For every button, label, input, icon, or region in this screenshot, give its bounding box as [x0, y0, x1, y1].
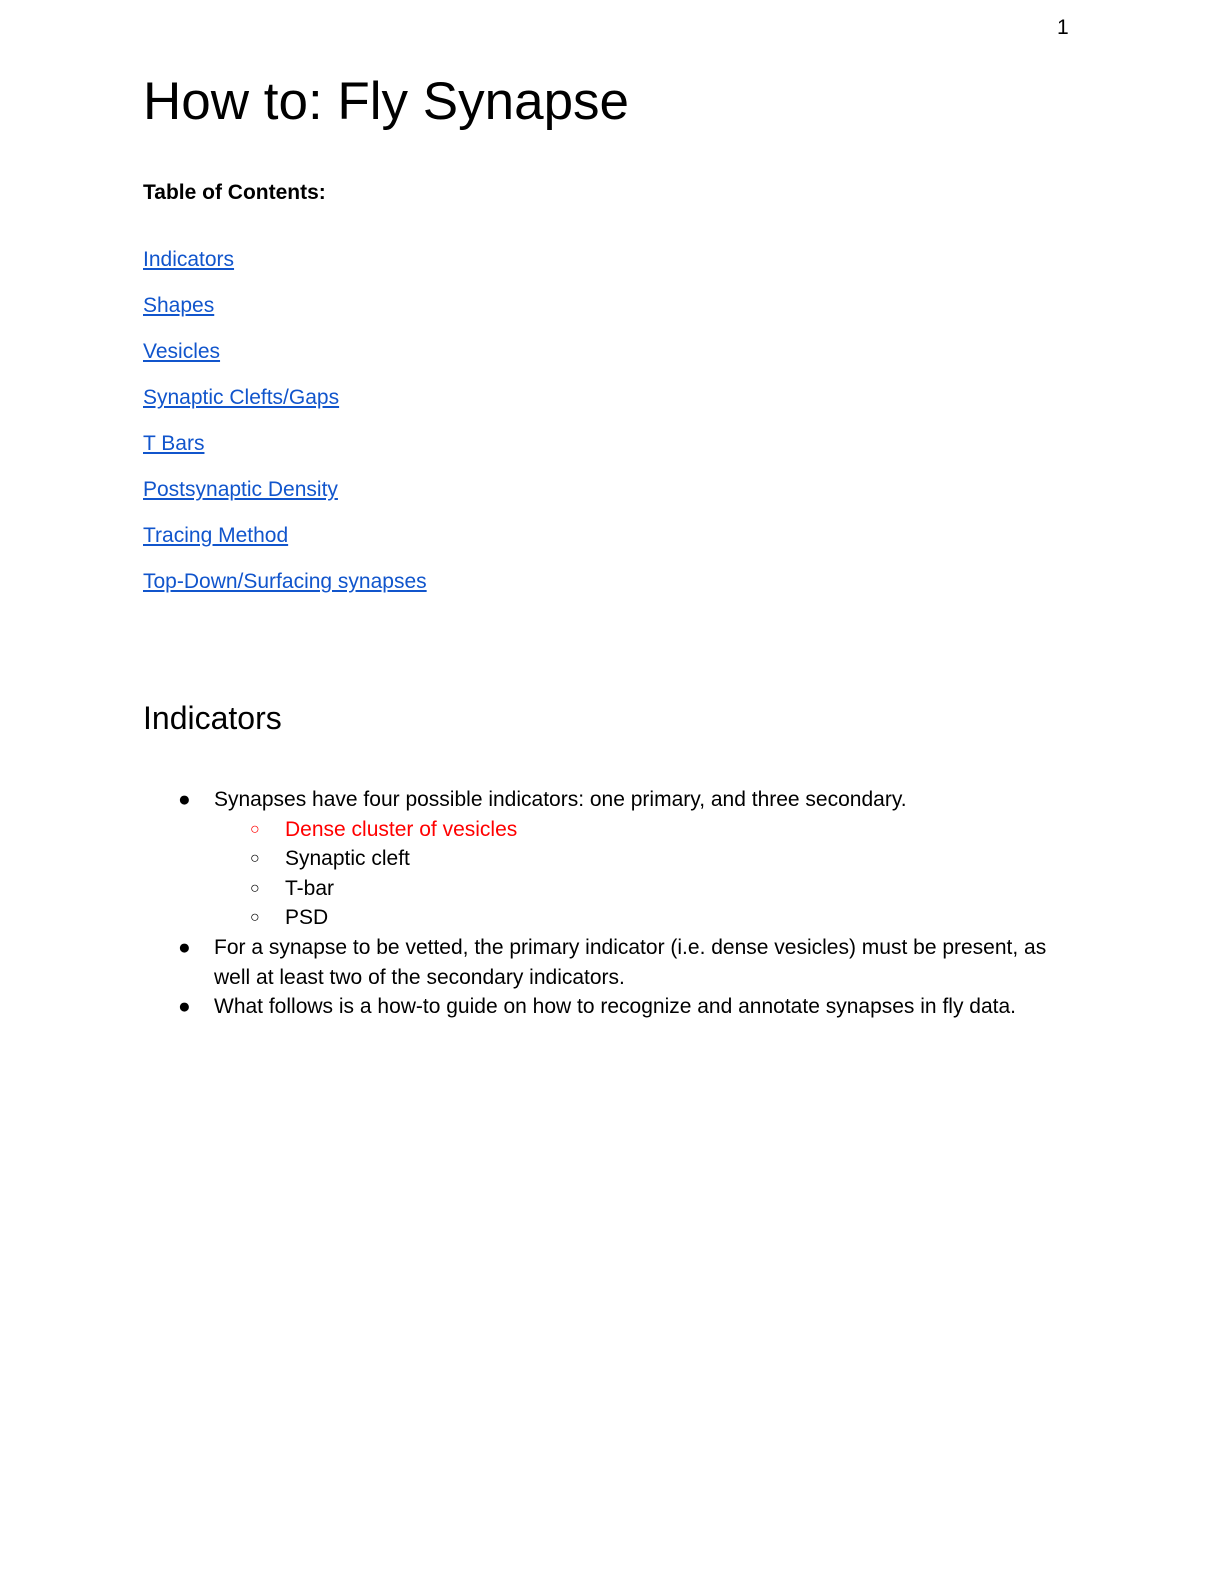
sub-item-text: Dense cluster of vesicles	[285, 817, 518, 841]
toc-item	[143, 431, 427, 477]
bullet-text: Synapses have four possible indicators: one primary, and three secondary.	[214, 788, 907, 811]
hollow-bullet-icon: ○	[250, 820, 260, 838]
sub-item-text: Synaptic cleft	[285, 847, 410, 871]
sub-list-item	[214, 874, 1063, 904]
toc-link-postsynaptic-density[interactable]: Postsynaptic Density	[143, 478, 338, 501]
sub-list-item	[214, 903, 1063, 933]
page-number: 1	[1057, 16, 1069, 39]
bullet-text: What follows is a how-to guide on how to recognize and annotate synapses in fly data.	[214, 995, 1016, 1019]
toc-item	[143, 523, 427, 569]
toc-item	[143, 247, 427, 293]
section-heading-indicators: Indicators	[143, 700, 282, 736]
hollow-bullet-icon: ○	[250, 850, 260, 868]
list-item	[143, 933, 1063, 992]
document-title: How to: Fly Synapse	[143, 72, 630, 131]
list-item	[143, 992, 1063, 1022]
toc-item	[143, 293, 427, 339]
sub-item-text: PSD	[285, 906, 329, 930]
sub-list-item	[214, 815, 1063, 845]
toc-item	[143, 569, 427, 615]
bullet-icon: ●	[178, 788, 191, 811]
bullet-icon: ●	[178, 995, 191, 1019]
indicators-bullet-list	[143, 785, 1063, 1022]
table-of-contents	[143, 247, 427, 615]
toc-link-tracing-method[interactable]: Tracing Method	[143, 524, 289, 547]
bullet-text: For a synapse to be vetted, the primary indicator (i.e. dense vesicles) must be present, as well at least two of the secondary indicators.	[214, 935, 1047, 989]
sub-item-text: T-bar	[285, 876, 335, 900]
toc-link-shapes[interactable]: Shapes	[143, 294, 215, 317]
toc-item	[143, 339, 427, 385]
sub-list-item	[214, 844, 1063, 874]
bullet-icon: ●	[178, 935, 191, 959]
toc-item	[143, 385, 427, 431]
toc-link-synaptic-clefts[interactable]: Synaptic Clefts/Gaps	[143, 386, 340, 409]
hollow-bullet-icon: ○	[250, 879, 260, 897]
toc-link-t-bars[interactable]: T Bars	[143, 432, 205, 455]
hollow-bullet-icon: ○	[250, 909, 260, 927]
toc-link-vesicles[interactable]: Vesicles	[143, 340, 221, 363]
indicators-sub-list	[214, 815, 1063, 933]
toc-heading: Table of Contents:	[143, 181, 326, 204]
toc-link-top-down-surfacing[interactable]: Top-Down/Surfacing synapses	[143, 570, 427, 593]
toc-item	[143, 477, 427, 523]
toc-link-indicators[interactable]: Indicators	[143, 248, 235, 271]
list-item	[143, 785, 1063, 933]
